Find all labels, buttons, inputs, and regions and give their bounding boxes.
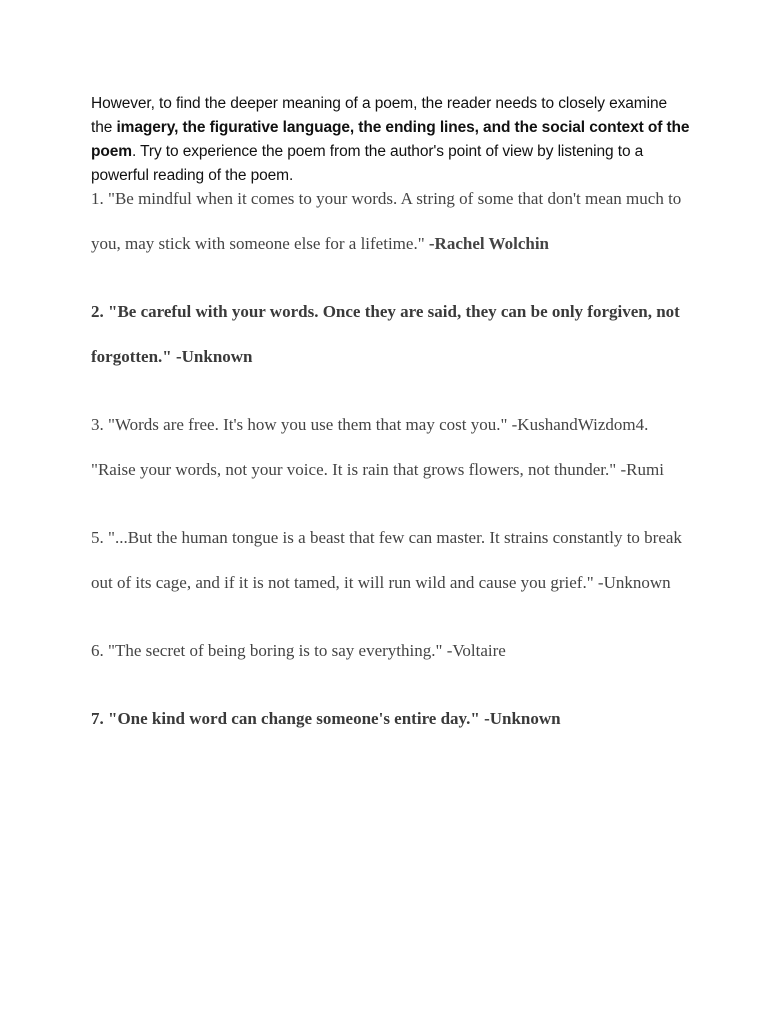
document-page <box>91 92 691 741</box>
quote-5-author: -Unknown <box>597 573 671 592</box>
quote-7 <box>91 696 691 741</box>
quote-2 <box>91 289 691 379</box>
quote-7-author: -Unknown <box>484 709 561 728</box>
intro-paragraph <box>91 92 691 188</box>
intro-bold-text: imagery, the figurative language, the ending lines, and the social context of the poem <box>91 119 690 160</box>
quote-2-text: 2. "Be careful with your words. Once they are said, they can be only forgiven, not forgotten." <box>91 302 680 366</box>
quote-3-4-author: -Rumi <box>620 460 664 479</box>
quote-6 <box>91 628 691 673</box>
quote-6-author: -Voltaire <box>446 641 506 660</box>
quote-6-text: 6. "The secret of being boring is to say everything." <box>91 641 447 660</box>
quote-1 <box>91 176 691 266</box>
quote-5 <box>91 515 691 605</box>
intro-text-end: . Try to experience the poem from the author's point of view by listening to a powerful reading of the poem. <box>91 143 644 184</box>
quote-1-author: -Rachel Wolchin <box>428 234 550 253</box>
quote-5-text: 5. "...But the human tongue is a beast that few can master. It strains constantly to break out of its cage, and if it is not tamed, it will run wild and cause you grief." <box>91 528 682 592</box>
quote-3-4 <box>91 402 691 492</box>
quote-7-text: 7. "One kind word can change someone's entire day." <box>91 709 485 728</box>
quote-1-text: 1. "Be mindful when it comes to your words. A string of some that don't mean much to you, may stick with someone else for a lifetime." <box>91 189 682 253</box>
quote-2-author: -Unknown <box>175 347 253 366</box>
quote-3-4-text: 3. "Words are free. It's how you use them that may cost you." -KushandWizdom4. "Raise your words, not your voice. It is rain that grows flowers, not thunder." <box>91 415 649 479</box>
intro-text-start: However, to find the deeper meaning of a poem, the reader needs to closely examine the <box>91 95 667 136</box>
